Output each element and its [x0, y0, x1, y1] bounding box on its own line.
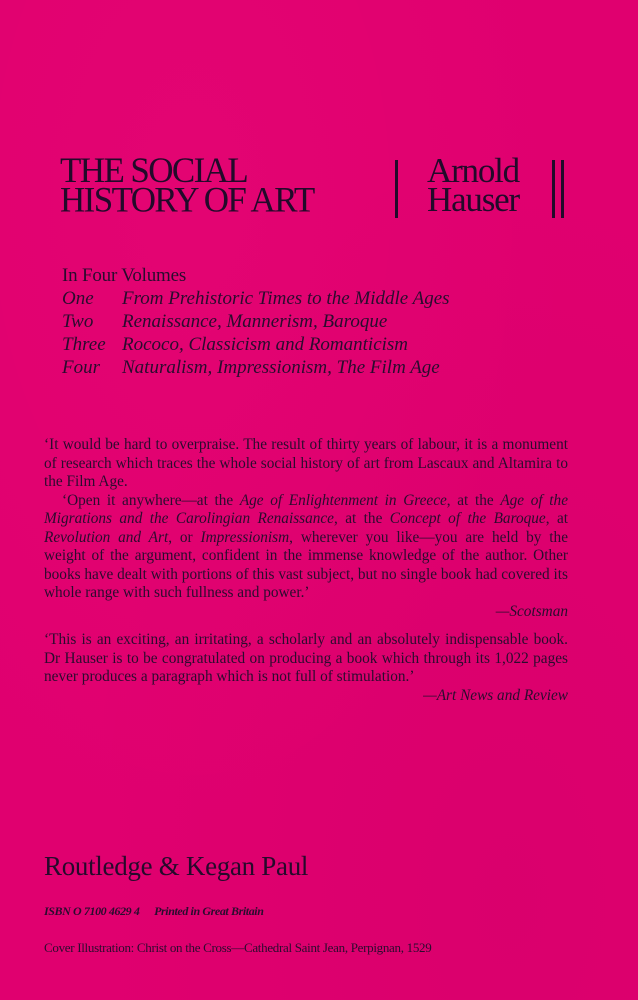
review-attribution: —Art News and Review	[423, 686, 568, 704]
author-name	[427, 151, 519, 219]
volume-item	[62, 356, 450, 379]
book-title	[60, 150, 314, 220]
italic-title: Age of Enlightenment in Greece	[239, 491, 447, 509]
text-segment: , wherever you like—you are held by the weight of the argument, confident in the immense knowledge of the author. Other books have dealt with portions of this vast subject, but no single book had covered its whole range with such fullness and power.’	[44, 528, 568, 601]
review-paragraph	[44, 631, 568, 687]
italic-title: Age of the Migrations and the Carolingian Renaissance	[44, 491, 568, 527]
text-segment: ‘It would be hard to overpraise. The result of thirty years of labour, it is a monument of research which traces the whole social history of art from Lascaux and Altamira to the Film Age.	[44, 436, 568, 490]
volume-number: Three	[62, 334, 106, 355]
isbn: ISBN O 7100 4629 4	[44, 904, 140, 918]
volume-item	[62, 287, 450, 310]
author-last-name: Hauser	[427, 180, 519, 219]
italic-title: Revolution and Art	[44, 528, 169, 546]
text-segment: ‘This is an exciting, an irritating, a scholarly and an absolutely indispensable book. Dr Hauser is to be congratulated on producing a book which through its 1,022 pages never produces a paragraph which is not full of stimulation.’	[44, 631, 568, 685]
text-segment: , or	[168, 528, 201, 546]
review-paragraph	[44, 492, 568, 603]
double-rule-right	[561, 160, 564, 218]
review-art-news	[44, 631, 568, 705]
text-segment: ‘Open it anywhere—at the	[62, 491, 240, 509]
publisher-name: Routledge & Kegan Paul	[44, 851, 309, 881]
review-paragraph	[44, 436, 568, 492]
italic-title: Impressionism	[200, 528, 290, 546]
volume-title: Naturalism, Impressionism, The Film Age	[122, 357, 440, 378]
text-segment: , at the	[446, 491, 501, 509]
text-segment: , at	[545, 510, 568, 527]
volume-number: One	[62, 288, 94, 309]
review-scotsman	[44, 436, 568, 621]
volume-title: Rococo, Classicism and Romanticism	[122, 334, 409, 355]
printed-in: Printed in Great Britain	[154, 904, 264, 918]
volume-item	[62, 310, 450, 333]
volumes-list	[62, 264, 450, 379]
volume-number: Four	[62, 357, 100, 378]
volume-number: Two	[62, 311, 94, 332]
volume-title: Renaissance, Mannerism, Baroque	[122, 311, 388, 332]
italic-title: Concept of the Baroque	[389, 510, 546, 527]
book-title-line-1: THE SOCIAL	[60, 150, 248, 191]
cover-illustration-credit: Cover Illustration: Christ on the Cross—Cathedral Saint Jean, Perpignan, 1529	[44, 940, 432, 955]
volume-title: From Prehistoric Times to the Middle Ages	[122, 288, 450, 309]
volume-item	[62, 333, 450, 356]
isbn-line	[44, 904, 264, 919]
text-segment: , at the	[333, 510, 390, 527]
title-block	[60, 150, 580, 222]
double-rule-left	[552, 160, 555, 218]
vertical-rule	[395, 160, 398, 218]
review-attribution: —Scotsman	[495, 602, 568, 620]
book-title-line-2: HISTORY OF ART	[60, 179, 314, 220]
author-first-name: Arnold	[427, 151, 519, 190]
volumes-heading: In Four Volumes	[62, 265, 187, 286]
